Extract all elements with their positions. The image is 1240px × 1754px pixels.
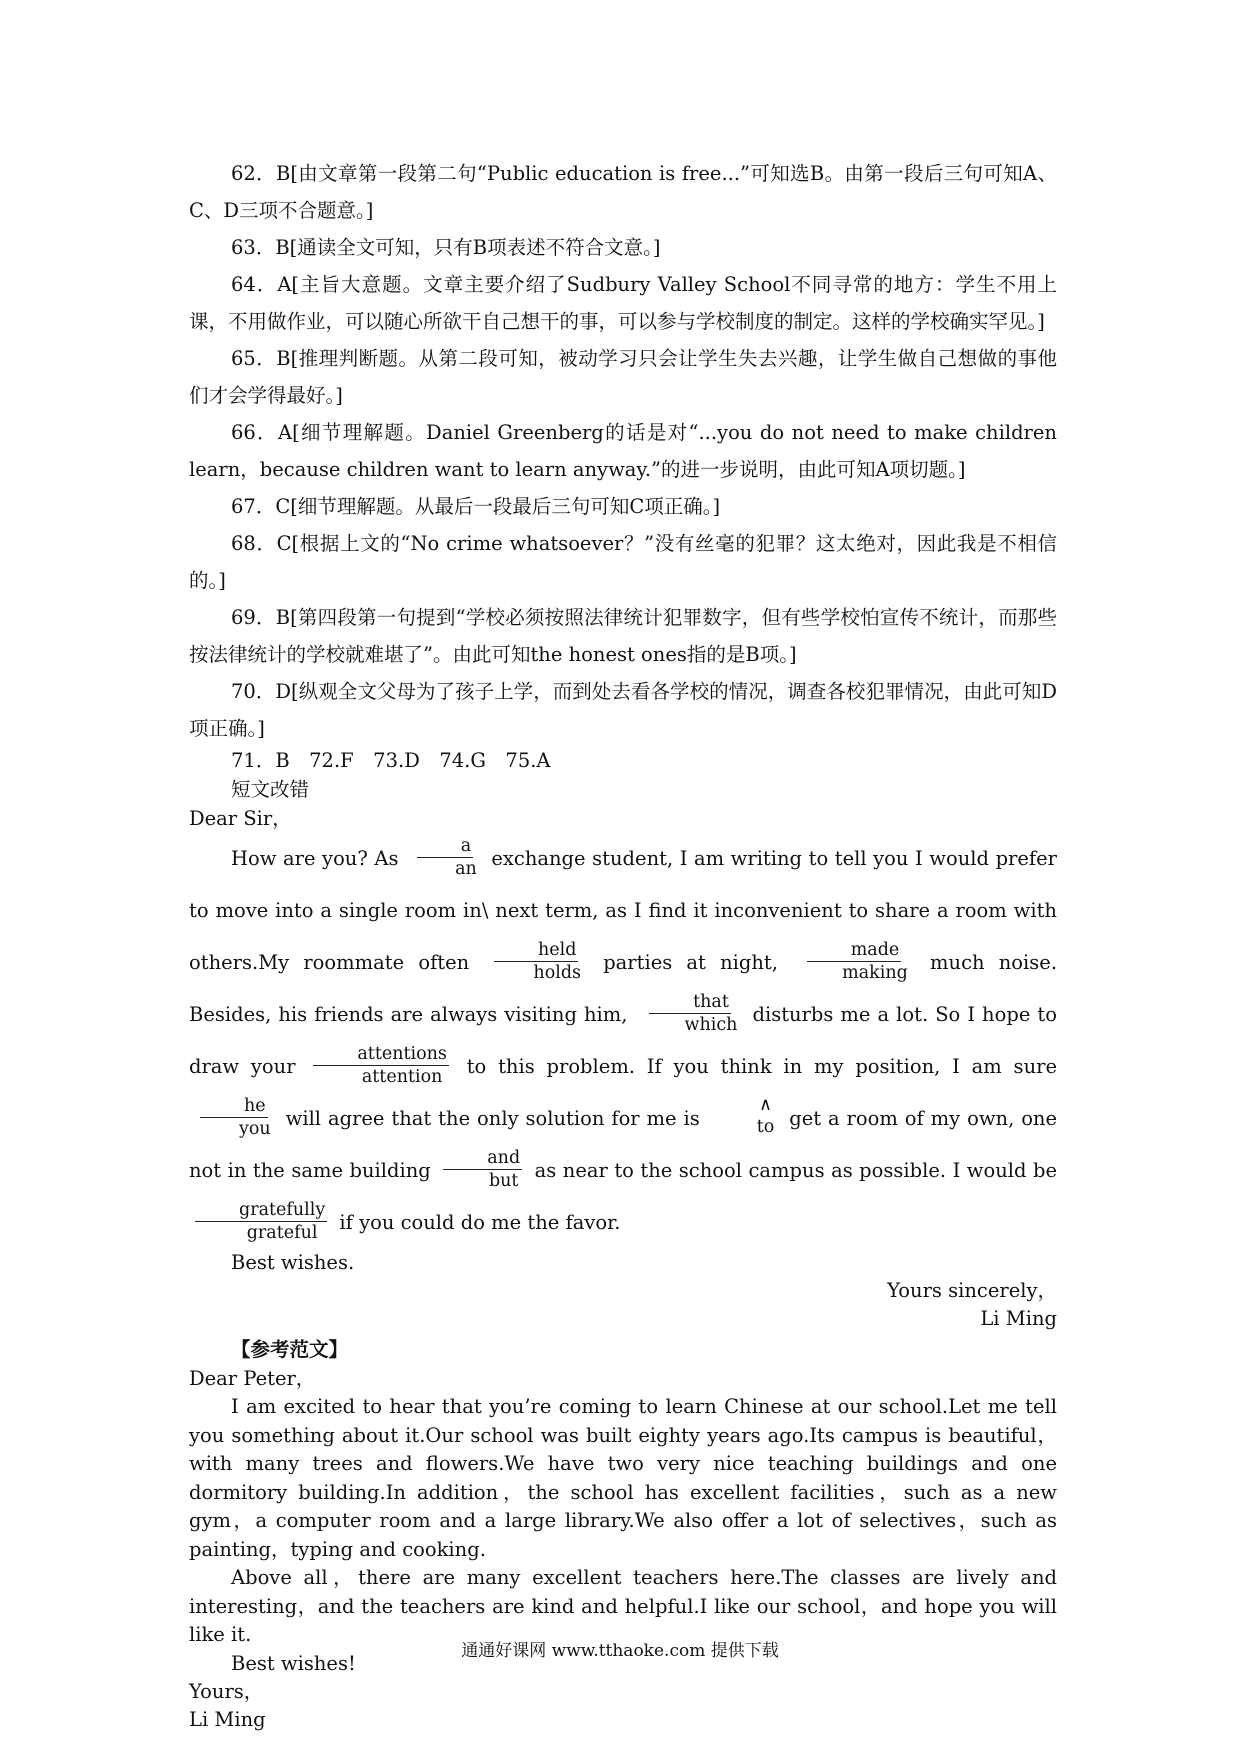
answer-number: 65．B [231,347,291,370]
answer-explanation: [通读全文可知，只有B项表述不符合文意。] [289,236,661,259]
passage-text: How are you? As [231,847,399,870]
answer-67 [189,488,1057,525]
insertion-mark [715,1094,775,1138]
correction-fix: making [842,963,908,983]
reference-paragraph-2: Above all，there are many excellent teachers here.The classes are lively and interesting，and the teachers are kind and helpful.I like our school，and hope you will like it. [189,1566,1057,1646]
correction-fix: attention [361,1067,443,1087]
correction-mark [489,939,583,984]
answer-number: 64．A [231,273,292,296]
answer-64 [189,266,1057,340]
correction-original: and [443,1147,522,1170]
caret-icon: ∧ [759,1094,772,1115]
passage-text: exchange student, I am writing to tell you I would prefer to move into a single room in\ next term, as I find it inconvenient to share a room with others.My roommate often [189,847,1058,974]
answer-69 [189,599,1057,673]
correction-original: held [494,939,578,962]
answer-66 [189,414,1057,488]
correction-signoff: Yours sincerely， [887,1279,1057,1302]
passage-text: if you could do me the favor. [339,1211,621,1234]
correction-closing: Best wishes. [231,1251,355,1274]
correction-fix: to [756,1116,775,1137]
answers-71-75: 71．B 72.F 73.D 74.G 75.A [231,749,551,772]
correction-fix: grateful [246,1223,318,1243]
passage-text: disturbs me a lot. So I hope to draw your [189,1003,1057,1078]
correction-mark [195,1095,273,1140]
answer-explanation: [根据上文的“No crime whatsoever？”没有丝毫的犯罪？这太绝对，因此我是不相信的。] [189,532,1057,592]
answer-number: 62．B [231,162,291,185]
answer-number: 67．C [231,495,291,518]
answer-explanation: [第四段第一句提到“学校必须按照法律统计犯罪数字，但有些学校怕宣传不统计，而那些按法律统计的学校就难堪了”。由此可知the honest ones指的是B项。] [189,606,1057,666]
passage-text: much noise. Besides, his friends are always visiting him, [189,951,1058,1026]
answer-65 [189,340,1057,414]
correction-mark [195,1199,327,1244]
reference-paragraph-1: I am excited to hear that you’re coming to learn Chinese at our school.Let me tell you something about it.Our school was built eighty years ago.Its campus is beautiful，with many trees and flowers.We have two very nice teaching buildings and one dormitory building.In addition，the school has excellent facilities，such as a new gym，a computer room and a large library.We also offer a lot of selectives，such as painting，typing and cooking. [189,1395,1057,1561]
answer-explanation: [细节理解题。Daniel Greenberg的话是对“...you do not need to make children learn，because children want to learn anyway.”的进一步说明，由此可知A项切题。] [189,421,1057,481]
reference-signoff: Yours， [189,1679,264,1703]
correction-mark [641,991,740,1036]
correction-mark [443,1147,522,1192]
correction-original: that [649,991,731,1014]
reference-greeting: Dear Peter， [189,1367,316,1390]
passage-text: as near to the school campus as possible. I would be [534,1159,1058,1182]
correction-original: a [417,835,473,858]
document-page [189,155,1057,1734]
correction-greeting: Dear Sir， [189,807,292,830]
correction-mark [411,835,479,880]
answer-number: 70．D [231,680,292,703]
correction-original: gratefully [195,1199,327,1222]
answer-63 [189,229,1057,266]
answer-explanation: [纵观全文父母为了孩子上学，而到处去看各学校的情况，调查各校犯罪情况，由此可知D项正确。] [189,680,1057,740]
correction-original: he [200,1095,268,1118]
correction-signature: Li Ming [980,1307,1057,1330]
correction-fix: an [455,859,477,879]
correction-mark [798,939,910,984]
passage-text: to this problem. If you think in my position, I am sure [466,1055,1057,1078]
answer-70 [189,673,1057,747]
answer-explanation: [细节理解题。从最后一段最后三句可知C项正确。] [290,495,721,518]
correction-fix: you [239,1119,271,1139]
answer-number: 68．C [231,532,292,555]
correction-mark [313,1043,449,1088]
answer-number: 63．B [231,236,290,259]
answer-62 [189,155,1057,229]
correction-original: made [807,939,902,962]
answer-explanation: [主旨大意题。文章主要介绍了Sudbury Valley School不同寻常的地方：学生不用上课，不用做作业，可以随心所欲干自己想干的事，可以参与学校制度的制定。这样的学校确实罕见。] [189,273,1057,333]
correction-passage [189,833,1057,1249]
correction-fix: but [488,1171,519,1191]
page-footer: 通通好课网 www.tthaoke.com 提供下载 [461,1641,779,1661]
reference-heading: 【参考范文】 [231,1338,349,1361]
reference-signature: Li Ming [189,1707,266,1731]
answer-68 [189,525,1057,599]
answer-number: 69．B [231,606,291,629]
section-title: 短文改错 [231,778,310,801]
passage-text: parties at night, [603,951,778,974]
correction-fix: which [684,1015,738,1035]
reference-closing: Best wishes! [231,1651,356,1675]
passage-text: will agree that the only solution for me is [285,1107,700,1130]
correction-original: attentions [313,1043,449,1066]
correction-fix: holds [533,963,582,983]
answer-number: 66．A [231,421,293,444]
answer-explanation: [推理判断题。从第二段可知，被动学习只会让学生失去兴趣，让学生做自己想做的事他们才会学得最好。] [189,347,1057,407]
answer-explanation: [由文章第一段第二句“Public education is free...”可知选B。由第一段后三句可知A、C、D三项不合题意。] [189,162,1057,222]
passage-text: get a room of my own, one not in the same building [189,1107,1058,1182]
